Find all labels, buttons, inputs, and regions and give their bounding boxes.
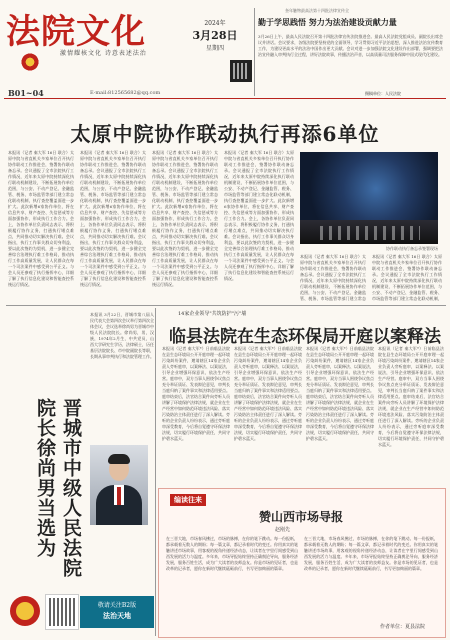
- signing-ceremony-photo: [300, 152, 438, 244]
- top-divider: [254, 8, 255, 96]
- editor-note-body-col1: 在三晋大地，市场春风拂过，市场的脉搏，在你的笔下跳动。每一份报纸，都承载着无数人的期盼；每一篇文章，都记录着时代的变迁。你用真实的笔触讲述市场故事，用客观的视角传递经济动态，让读者在字里行间感受到山西发展的活力与温度。多年来，市场导报始终坚持正确舆论导向，服务经济发展，服务百姓生活，成为广大读者的良师益友。你是市场的见证者，也是改革的记录者，愿你在新时代继续砥砺前行，书写更加绚丽的篇章。: [166, 536, 298, 571]
- footer-qr-code-icon[interactable]: [45, 594, 79, 630]
- main-article-body-col6: 本报讯（记者 秦大军 16日 联合）太原中院与省直机关多家单位召开执行协作联动工作推进会，签署协作联动备忘录。会议通报了全市法院执行工作情况，近年来太原中院持续深化执行联动机制建设，不断拓展协作单位范围，与公安、不动产登记、金融监管、税务、市场监管等部门建立常态化联动机制，: [372, 254, 442, 301]
- editor-note-headline: 赞山西市场导报: [258, 510, 343, 524]
- masthead-rule: [4, 98, 446, 99]
- footer-promo-line1: 敬请关注B2版: [97, 602, 137, 609]
- main-article-body-col2: 本报讯（记者 秦大军 16日 联合）太原中院与省直机关多家单位召开执行协作联动工作推进会，签署协作联动备忘录。会议通报了全市法院执行工作情况，近年来太原中院持续深化执行联动机制建设，不断拓展协作单位范围，与公安、不动产登记、金融监管、税务、市场监管等部门建立常态化联动机制，执行查控覆盖面进一步扩大。此次新增6家协作单位，将在信息共享、财产查控、失信惩戒等方面加强协作，形成执行工作合力。会上，各协作单位负责同志表示，将积极履行协作义务，打通执行堵点难点，共同推动切实解决执行难。会议指出，执行工作事关群众切身利益，要以此次签约为契机，进一步健全完善综合治理执行难工作格局，推动执行工作高质量发展，让人民群众在每一个司法案件中感受到公平正义。与会人员还参观了执行指挥中心，详细了解了执行信息化建设和智能查控系统运行情况。: [80, 150, 146, 287]
- profile-article-body: 本报讯 3月22日，晋城市第八届人民代表大会第四次会议举行第四次全体会议，会议选举徐尚男为晋城市中级人民法院院长。徐尚男，男，汉族，1974年2月生，中共党员，山西大学研究生学历，法律硕士，历任基层法院院长、市中院副院长等职，长期从事审判执行和法院管理工作。: [90, 312, 154, 359]
- section-divider: [6, 305, 446, 306]
- masthead-slogan: 激情耀核文化 诗意表述法治: [60, 50, 147, 57]
- column-divider: [155, 308, 156, 636]
- court-emblem-icon: [10, 596, 40, 626]
- top-article-body: 3月26日上午，最高人民法院召开第十四批法律宣传法院推进会。最高人民法院党组成员、副院长出席会议并讲话。会议要求，各级法院要坚持党的全面领导，学习贯彻习近平法治思想，深入推进法治宣传教育工作，为建设更高水平的法治中国作出更大贡献。会议对进一步加强法院文化建设作出部署，强调要把法治宣传融入审判执行全过程，讲好法院故事，传播法治声音，以高质量司法服务保障中国式现代化建设。: [258, 34, 443, 57]
- contact-email: E-mail:812565682@qq.com: [90, 90, 161, 96]
- top-article-headline: 勤于学思践悟 努力为法治建设贡献力量: [258, 17, 397, 27]
- editor-note-label: 编读往来: [170, 494, 206, 506]
- photo-caption: 协作联动执行备忘录签署现场: [386, 246, 438, 251]
- editor-note-author: 赵刚先: [275, 527, 291, 533]
- issue-date: [180, 18, 250, 52]
- top-article-kicker: 奎年触物最高法第十四批法律宣传全: [285, 8, 349, 13]
- issue-day: 3月28日: [192, 29, 238, 42]
- qr-code-icon[interactable]: [230, 60, 252, 82]
- editor-note-body-col2: 在三晋大地，市场春风拂过，市场的脉搏，在你的笔下跳动。每一份报纸，都承载着无数人的期盼；每一篇文章，都记录着时代的变迁。你用真实的笔触讲述市场故事，用客观的视角传递经济动态，让读者在字里行间感受到山西发展的活力与温度。多年来，市场导报始终坚持正确舆论导向，服务经济发展，服务百姓生活，成为广大读者的良师益友。你是市场的见证者，也是改革的记录者，愿你在新时代继续砥砺前行，书写更加绚丽的篇章。: [304, 536, 438, 571]
- main-article-headline: 太原中院协作联动执行再添6单位: [70, 122, 380, 146]
- environment-article-headline: 临县法院在生态环保局开庭以案释法: [169, 327, 441, 347]
- main-article-body-col3: 本报讯（记者 秦大军 16日 联合）太原中院与省直机关多家单位召开执行协作联动工作推进会，签署协作联动备忘录。会议通报了全市法院执行工作情况，近年来太原中院持续深化执行联动机制建设，不断拓展协作单位范围，与公安、不动产登记、金融监管、税务、市场监管等部门建立常态化联动机制，执行查控覆盖面进一步扩大。此次新增6家协作单位，将在信息共享、财产查控、失信惩戒等方面加强协作，形成执行工作合力。会上，各协作单位负责同志表示，将积极履行协作义务，打通执行堵点难点，共同推动切实解决执行难。会议指出，执行工作事关群众切身利益，要以此次签约为契机，进一步健全完善综合治理执行难工作格局，推动执行工作高质量发展，让人民群众在每一个司法案件中感受到公平正义。与会人员还参观了执行指挥中心，详细了解了执行信息化建设和智能查控系统运行情况。: [152, 150, 218, 287]
- environment-article-kicker: 14家企业领导"共筑防护"污"墙: [178, 311, 247, 317]
- top-article-credit: 摄稿单位：人民法院: [365, 91, 401, 96]
- masthead-title: 法院文化: [6, 12, 146, 52]
- main-article-body-col5: 本报讯（记者 秦大军 16日 联合）太原中院与省直机关多家单位召开执行协作联动工作推进会，签署协作联动备忘录。会议通报了全市法院执行工作情况，近年来太原中院持续深化执行联动机制建设，不断拓展协作单位范围，与公安、不动产登记、金融监管、税务、市场监管等部门建立常态: [300, 254, 366, 301]
- environment-article-body-col4: 本报讯（记者 秦大军*）日前临县法院在县生态环境局公开开庭审理一起环境污染纠纷案件，邀请辖区14家企业负责人旁听庭审，以案释法、以案说法，引导企业增强环保意识、依法生产经营。庭审中，双方当事人围绕争议焦点充分举证质证、发表辩论意见，审判长当庭归纳了案件事实和法律适用要点。庭审结束后，法官结合案件向旁听人员讲解了环境保护法律法规，就企业在生产经营中如何防范环境违法风险、落实污染防治主体责任进行了深入解读。旁听的企业负责人纷纷表示，通过旁听庭审深受教育，今后将自觉遵守环保法律法规，切实履行环境保护责任，共同守护碧水蓝天。: [378, 346, 444, 447]
- court-president-portrait: [90, 445, 148, 525]
- environment-article-body-col2: 本报讯（记者 秦大军*）日前临县法院在县生态环境局公开开庭审理一起环境污染纠纷案件，邀请辖区14家企业负责人旁听庭审，以案释法、以案说法，引导企业增强环保意识、依法生产经营。庭审中，双方当事人围绕争议焦点充分举证质证、发表辩论意见，审判长当庭归纳了案件事实和法律适用要点。庭审结束后，法官结合案件向旁听人员讲解了环境保护法律法规，就企业在生产经营中如何防范环境违法风险、落实污染防治主体责任进行了深入解读。旁听的企业负责人纷纷表示，通过旁听庭审深受教育，今后将自觉遵守环保法律法规，切实履行环境保护责任，共同守护碧水蓝天。: [234, 346, 302, 441]
- footer-promo-line2: 法治天地: [103, 611, 131, 620]
- issue-year: 2024年: [204, 20, 226, 27]
- main-article-body-col4: 本报讯（记者 秦大军 16日 联合）太原中院与省直机关多家单位召开执行协作联动工作推进会，签署协作联动备忘录。会议通报了全市法院执行工作情况，近年来太原中院持续深化执行联动机制建设，不断拓展协作单位范围，与公安、不动产登记、金融监管、税务、市场监管等部门建立常态化联动机制，执行查控覆盖面进一步扩大。此次新增6家协作单位，将在信息共享、财产查控、失信惩戒等方面加强协作，形成执行工作合力。会上，各协作单位负责同志表示，将积极履行协作义务，打通执行堵点难点，共同推动切实解决执行难。会议指出，执行工作事关群众切身利益，要以此次签约为契机，进一步健全完善综合治理执行难工作格局，推动执行工作高质量发展，让人民群众在每一个司法案件中感受到公平正义。与会人员还参观了执行指挥中心，详细了解了执行信息化建设和智能查控系统运行情况。: [224, 150, 294, 281]
- environment-article-body-col1: 本报讯（记者 秦大军*）日前临县法院在县生态环境局公开开庭审理一起环境污染纠纷案件，邀请辖区14家企业负责人旁听庭审，以案释法、以案说法，引导企业增强环保意识、依法生产经营。庭审中，双方当事人围绕争议焦点充分举证质证、发表辩论意见，审判长当庭归纳了案件事实和法律适用要点。庭审结束后，法官结合案件向旁听人员讲解了环境保护法律法规，就企业在生产经营中如何防范环境违法风险、落实污染防治主体责任进行了深入解读。旁听的企业负责人纷纷表示，通过旁听庭审深受教育，今后将自觉遵守环保法律法规，切实履行环境保护责任，共同守护碧水蓝天。: [162, 346, 230, 441]
- footer-promo[interactable]: [80, 596, 154, 628]
- issue-weekday: 星期四: [205, 45, 224, 52]
- main-article-body-col1: 本报讯（记者 秦大军 16日 联合）太原中院与省直机关多家单位召开执行协作联动工作推进会，签署协作联动备忘录。会议通报了全市法院执行工作情况，近年来太原中院持续深化执行联动机制建设，不断拓展协作单位范围，与公安、不动产登记、金融监管、税务、市场监管等部门建立常态化联动机制，执行查控覆盖面进一步扩大。此次新增6家协作单位，将在信息共享、财产查控、失信惩戒等方面加强协作，形成执行工作合力。会上，各协作单位负责同志表示，将积极履行协作义务，打通执行堵点难点，共同推动切实解决执行难。会议指出，执行工作事关群众切身利益，要以此次签约为契机，进一步健全完善综合治理执行难工作格局，推动执行工作高质量发展，让人民群众在每一个司法案件中感受到公平正义。与会人员还参观了执行指挥中心，详细了解了执行信息化建设和智能查控系统运行情况。: [8, 150, 74, 287]
- masthead-emblem-icon: [20, 52, 40, 72]
- profile-article-headline: 晋城市中级人民法院院长徐尚男当选为: [34, 398, 82, 578]
- edition-number: B01~04: [8, 88, 44, 98]
- editor-note-unit: 作者单位：夏县法院: [380, 624, 426, 630]
- environment-article-body-col3: 本报讯（记者 秦大军*）日前临县法院在县生态环境局公开开庭审理一起环境污染纠纷案件，邀请辖区14家企业负责人旁听庭审，以案释法、以案说法，引导企业增强环保意识、依法生产经营。庭审中，双方当事人围绕争议焦点充分举证质证、发表辩论意见，审判长当庭归纳了案件事实和法律适用要点。庭审结束后，法官结合案件向旁听人员讲解了环境保护法律法规，就企业在生产经营中如何防范环境违法风险、落实污染防治主体责任进行了深入解读。旁听的企业负责人纷纷表示，通过旁听庭审深受教育，今后将自觉遵守环保法律法规，切实履行环境保护责任，共同守护碧水蓝天。: [306, 346, 374, 441]
